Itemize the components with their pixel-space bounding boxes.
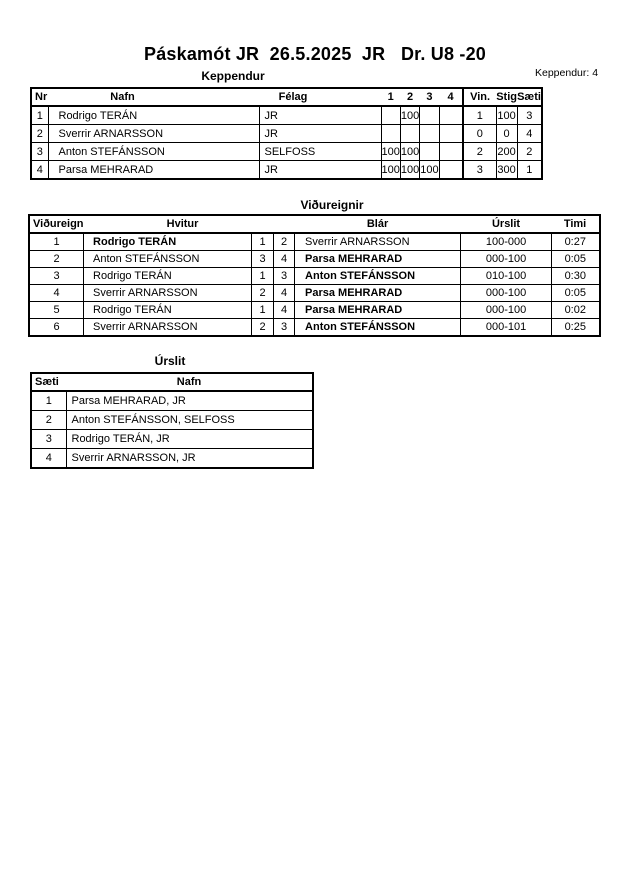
cell-round-4 (439, 125, 463, 143)
keppendur-header-row (31, 88, 542, 106)
cell-hvitur-nr: 1 (252, 233, 274, 251)
col-header-blar-nr (274, 215, 295, 233)
col-header-hvitur-nr (252, 215, 274, 233)
table-row (29, 302, 600, 319)
cell-round-2: 100 (400, 161, 419, 180)
cell-stig: 100 (496, 106, 517, 125)
cell-timi: 0:05 (552, 285, 600, 302)
cell-urslit: 000-100 (461, 302, 552, 319)
competitors-count: Keppendur: 4 (535, 67, 599, 79)
cell-felag: SELFOSS (259, 143, 381, 161)
col-header-round-4: 4 (439, 88, 463, 106)
cell-hvitur-nr: 1 (252, 268, 274, 285)
cell-nafn: Sverrir ARNARSSON (48, 125, 259, 143)
keppendur-section-title: Keppendur (201, 69, 265, 83)
cell-hvitur: Rodrigo TERÁN (84, 268, 252, 285)
col-header-nafn: Nafn (66, 373, 313, 391)
cell-vin: 3 (463, 161, 496, 180)
table-row (31, 161, 542, 180)
cell-round-3 (420, 125, 439, 143)
cell-timi: 0:05 (552, 251, 600, 268)
cell-blar-nr: 4 (274, 285, 295, 302)
page-title: Páskamót JR 26.5.2025 JR Dr. U8 -20 (144, 44, 486, 64)
table-row (29, 233, 600, 251)
cell-blar: Parsa MEHRARAD (295, 285, 461, 302)
cell-urslit: 100-000 (461, 233, 552, 251)
cell-round-4 (439, 106, 463, 125)
col-header-nafn: Nafn (48, 88, 259, 106)
cell-timi: 0:02 (552, 302, 600, 319)
col-header-felag: Félag (259, 88, 381, 106)
cell-stig: 0 (496, 125, 517, 143)
cell-hvitur-nr: 1 (252, 302, 274, 319)
urslit-table (30, 372, 314, 469)
cell-urslit: 000-100 (461, 285, 552, 302)
table-row (29, 251, 600, 268)
cell-blar: Anton STEFÁNSSON (295, 319, 461, 337)
col-header-hvitur: Hvitur (84, 215, 252, 233)
cell-timi: 0:30 (552, 268, 600, 285)
col-header-saeti: Sæti (517, 88, 542, 106)
cell-nafn: Anton STEFÁNSSON, SELFOSS (66, 411, 313, 430)
cell-urslit: 000-101 (461, 319, 552, 337)
cell-round-1 (381, 125, 400, 143)
cell-vin: 2 (463, 143, 496, 161)
col-header-blar: Blár (295, 215, 461, 233)
cell-saeti: 4 (31, 449, 66, 469)
cell-nafn: Parsa MEHRARAD, JR (66, 391, 313, 411)
cell-match-nr: 6 (29, 319, 84, 337)
cell-nafn: Anton STEFÁNSSON (48, 143, 259, 161)
cell-hvitur-nr: 3 (252, 251, 274, 268)
cell-stig: 200 (496, 143, 517, 161)
cell-felag: JR (259, 161, 381, 180)
table-row (31, 106, 542, 125)
table-row (29, 285, 600, 302)
table-row (29, 268, 600, 285)
cell-blar-nr: 4 (274, 302, 295, 319)
cell-match-nr: 3 (29, 268, 84, 285)
cell-vin: 1 (463, 106, 496, 125)
col-header-urslit: Úrslit (461, 215, 552, 233)
cell-match-nr: 2 (29, 251, 84, 268)
col-header-nr: Nr (31, 88, 48, 106)
cell-round-1: 100 (381, 143, 400, 161)
col-header-saeti: Sæti (31, 373, 66, 391)
cell-round-2: 100 (400, 106, 419, 125)
col-header-vidureign: Viðureign (29, 215, 84, 233)
col-header-round-2: 2 (400, 88, 419, 106)
cell-urslit: 010-100 (461, 268, 552, 285)
cell-felag: JR (259, 106, 381, 125)
cell-nafn: Rodrigo TERÁN (48, 106, 259, 125)
cell-round-2: 100 (400, 143, 419, 161)
urslit-section-title: Úrslit (154, 354, 186, 368)
cell-hvitur: Sverrir ARNARSSON (84, 285, 252, 302)
cell-nr: 4 (31, 161, 48, 180)
col-header-round-3: 3 (420, 88, 439, 106)
cell-match-nr: 4 (29, 285, 84, 302)
cell-blar-nr: 4 (274, 251, 295, 268)
cell-nr: 2 (31, 125, 48, 143)
table-row (31, 411, 313, 430)
table-row (31, 143, 542, 161)
cell-round-3 (420, 106, 439, 125)
table-row (31, 125, 542, 143)
cell-blar-nr: 3 (274, 319, 295, 337)
cell-round-2 (400, 125, 419, 143)
cell-hvitur: Rodrigo TERÁN (84, 302, 252, 319)
cell-hvitur-nr: 2 (252, 285, 274, 302)
cell-timi: 0:27 (552, 233, 600, 251)
cell-hvitur: Sverrir ARNARSSON (84, 319, 252, 337)
urslit-header-row (31, 373, 313, 391)
cell-nafn: Parsa MEHRARAD (48, 161, 259, 180)
cell-saeti: 4 (517, 125, 542, 143)
cell-saeti: 2 (31, 411, 66, 430)
cell-nr: 3 (31, 143, 48, 161)
cell-blar: Parsa MEHRARAD (295, 251, 461, 268)
table-row (31, 391, 313, 411)
cell-blar-nr: 3 (274, 268, 295, 285)
cell-felag: JR (259, 125, 381, 143)
cell-saeti: 1 (517, 161, 542, 180)
cell-round-4 (439, 143, 463, 161)
cell-nr: 1 (31, 106, 48, 125)
cell-round-1: 100 (381, 161, 400, 180)
cell-hvitur: Rodrigo TERÁN (84, 233, 252, 251)
cell-blar: Parsa MEHRARAD (295, 302, 461, 319)
col-header-stig: Stig (496, 88, 517, 106)
cell-saeti: 2 (517, 143, 542, 161)
vidureignir-table (28, 214, 601, 337)
cell-saeti: 3 (517, 106, 542, 125)
cell-nafn: Rodrigo TERÁN, JR (66, 430, 313, 449)
cell-round-3: 100 (420, 161, 439, 180)
col-header-round-1: 1 (381, 88, 400, 106)
vidureignir-section-title: Viðureignir (300, 198, 364, 212)
cell-blar: Sverrir ARNARSSON (295, 233, 461, 251)
col-header-timi: Timi (552, 215, 600, 233)
col-header-vin: Vin. (463, 88, 496, 106)
cell-blar-nr: 2 (274, 233, 295, 251)
cell-round-3 (420, 143, 439, 161)
table-row (29, 319, 600, 337)
cell-match-nr: 5 (29, 302, 84, 319)
keppendur-table (30, 87, 543, 180)
cell-saeti: 3 (31, 430, 66, 449)
cell-hvitur-nr: 2 (252, 319, 274, 337)
cell-stig: 300 (496, 161, 517, 180)
cell-blar: Anton STEFÁNSSON (295, 268, 461, 285)
cell-urslit: 000-100 (461, 251, 552, 268)
cell-nafn: Sverrir ARNARSSON, JR (66, 449, 313, 469)
cell-vin: 0 (463, 125, 496, 143)
table-row (31, 430, 313, 449)
table-row (31, 449, 313, 469)
cell-timi: 0:25 (552, 319, 600, 337)
cell-match-nr: 1 (29, 233, 84, 251)
cell-saeti: 1 (31, 391, 66, 411)
cell-hvitur: Anton STEFÁNSSON (84, 251, 252, 268)
cell-round-1 (381, 106, 400, 125)
vidureignir-header-row (29, 215, 600, 233)
cell-round-4 (439, 161, 463, 180)
